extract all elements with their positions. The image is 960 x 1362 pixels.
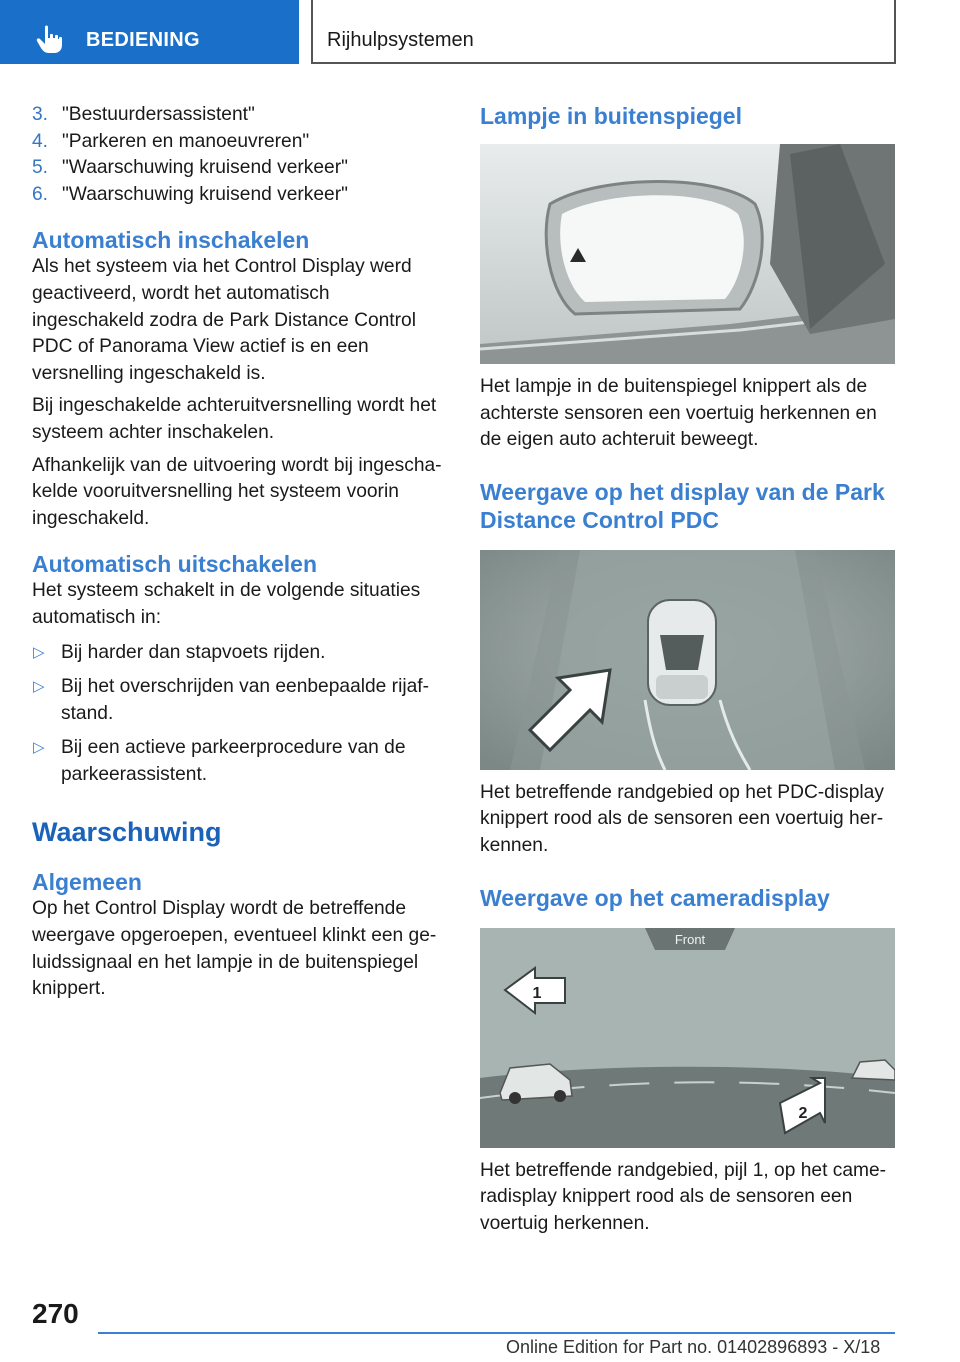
list-text: "Bestuurdersassistent": [62, 104, 255, 125]
heading-auto-on: Automatisch inschakelen: [32, 227, 310, 254]
heading-warning: Waarschuwing: [32, 817, 222, 848]
section-title: Rijhulpsystemen: [327, 29, 474, 51]
mirror-illustration: [480, 144, 895, 364]
triangle-bullet-icon: ▷: [33, 643, 45, 661]
list-number: 3.: [32, 104, 49, 125]
paragraph: Afhankelijk van de uitvoering wordt bij ingeschakelde vooruitversnelling het systeem voorin ingeschakeld.: [32, 454, 442, 529]
list-item: [32, 102, 444, 129]
edition-text: Online Edition for Part no. 01402896893 - X/18: [506, 1337, 881, 1357]
bullet-text: Bij het overschrijden van eenbepaalde rijafstand.: [61, 676, 429, 724]
arrow-1-label: 1: [532, 984, 542, 1002]
section-header: [311, 0, 896, 64]
figure-caption: Het betreffende randgebied, pijl 1, op het cameradisplay knippert rood als de sensoren een voertuig herkennen.: [480, 1159, 887, 1234]
triangle-bullet-icon: ▷: [33, 739, 45, 757]
bullet-text: Bij harder dan stapvoets rijden.: [61, 641, 326, 663]
heading-auto-off: Automatisch uitschakelen: [32, 551, 318, 578]
arrow-2-label: 2: [798, 1104, 808, 1122]
paragraph: Het systeem schakelt in de volgende situaties automatisch in:: [32, 580, 421, 628]
right-column: [480, 102, 895, 1237]
hand-pointer-icon: [36, 24, 64, 54]
list-text: "Waarschuwing kruisend verkeer": [62, 157, 348, 179]
triangle-bullet-icon: ▷: [33, 678, 45, 696]
list-item: [32, 155, 444, 182]
page-number: 270: [32, 1298, 79, 1329]
paragraph: Bij ingeschakelde achteruitversnelling wordt het systeem achter inschakelen.: [32, 395, 437, 443]
list-number: 5.: [32, 157, 49, 179]
front-label: Front: [674, 931, 706, 947]
chapter-tab[interactable]: [0, 0, 299, 64]
car-top-view-icon: [648, 600, 716, 705]
list-item: [32, 182, 444, 209]
bullet-item: [32, 735, 444, 788]
bullet-item: [32, 674, 444, 727]
paragraph: Op het Control Display wordt de betreffende weergave opgeroepen, eventueel klinkt een geluidssignaal en het lampje in de buitenspiegel knippert.: [32, 898, 437, 1000]
camera-display-illustration: [480, 928, 895, 1148]
numbered-list: [32, 102, 444, 208]
figure-caption: Het betreffende randgebied op het PDC-display knippert rood als de sensoren een voertuig herkennen.: [480, 781, 884, 856]
heading-camera: Weergave op het cameradisplay: [480, 884, 830, 911]
chapter-tab-label: BEDIENING: [86, 29, 200, 51]
footer-divider: [98, 1332, 895, 1334]
bullet-item: [32, 640, 444, 667]
bullet-list: [32, 640, 444, 789]
heading-general: Algemeen: [32, 869, 142, 896]
heading-mirror: Lampje in buitenspiegel: [480, 103, 742, 129]
list-text: "Waarschuwing kruisend verkeer": [62, 183, 348, 205]
list-item: [32, 129, 444, 156]
pdc-display-illustration: [480, 550, 895, 770]
heading-pdc: Weergave op het display van de Park Distance Control PDC: [480, 478, 885, 533]
list-text: "Parkeren en manoeuvreren": [62, 130, 310, 152]
bullet-text: Bij een actieve parkeerprocedure van de parkeerassistent.: [61, 737, 406, 785]
list-number: 6.: [32, 183, 49, 205]
figure-caption: Het lampje in de buitenspiegel knippert als de achterste sensoren een voertuig herkennen en de eigen auto achteruit beweegt.: [480, 376, 877, 451]
left-column: [32, 102, 444, 1003]
list-number: 4.: [32, 130, 49, 152]
paragraph: Als het systeem via het Control Display werd geactiveerd, wordt het automatisch ingeschakeld zodra de Park Distance Control PDC of Panorama View actief is en een versnelling ingeschakeld is.: [32, 256, 416, 384]
